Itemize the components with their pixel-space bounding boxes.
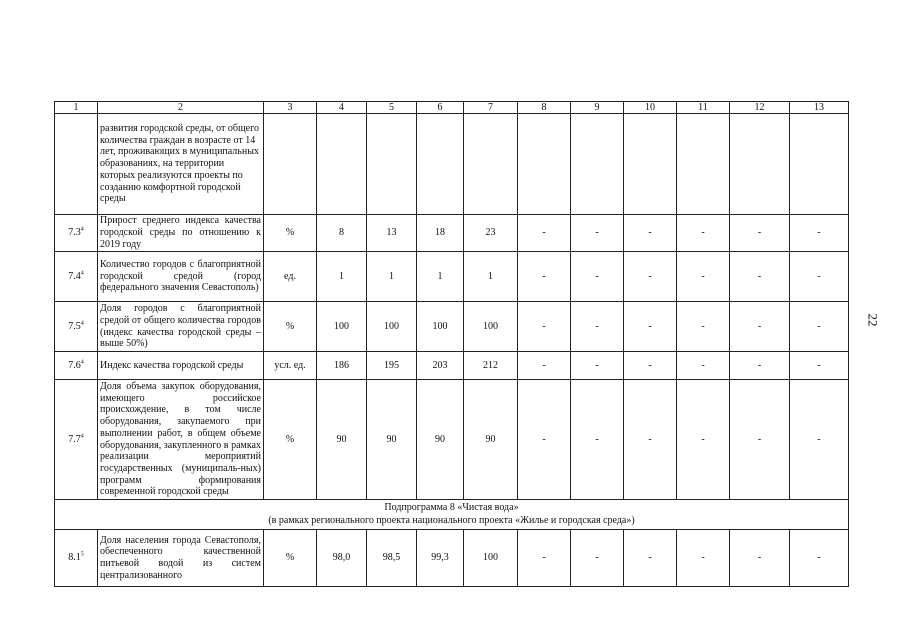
value-cell: -: [624, 252, 677, 302]
value-cell: -: [730, 252, 790, 302]
row-number-text: 7.6: [68, 359, 81, 371]
value-cell: 90: [417, 380, 464, 500]
value-cell: -: [730, 302, 790, 352]
value-cell: [464, 114, 518, 215]
value-cell: 98,0: [317, 530, 367, 587]
value-cell: -: [624, 530, 677, 587]
value-cell: -: [624, 352, 677, 380]
value-cell: -: [677, 252, 730, 302]
value-cell: [624, 114, 677, 215]
subprogram-cell: [55, 500, 849, 530]
table-row: [55, 114, 849, 215]
col-header: 6: [417, 102, 464, 114]
value-cell: 1: [417, 252, 464, 302]
unit-cell: ед.: [264, 252, 317, 302]
value-cell: -: [790, 252, 849, 302]
row-number-text: 7.7: [68, 433, 81, 445]
indicators-table: [54, 101, 849, 587]
value-cell: 23: [464, 215, 518, 252]
page-number: 22: [865, 313, 881, 327]
unit-cell: [264, 114, 317, 215]
value-cell: [730, 114, 790, 215]
subprogram-title: Подпрограмма 8 «Чистая вода»: [384, 502, 519, 513]
value-cell: 100: [417, 302, 464, 352]
value-cell: [790, 114, 849, 215]
row-number: [55, 352, 98, 380]
unit-cell: %: [264, 215, 317, 252]
value-cell: -: [624, 380, 677, 500]
unit-cell: %: [264, 530, 317, 587]
unit-cell: %: [264, 302, 317, 352]
value-cell: 100: [464, 302, 518, 352]
value-cell: -: [518, 352, 571, 380]
unit-cell: %: [264, 380, 317, 500]
value-cell: [417, 114, 464, 215]
col-header: 4: [317, 102, 367, 114]
value-cell: [367, 114, 417, 215]
subprogram-note: (в рамках регионального проекта национального проекта «Жилье и городская среда»): [268, 514, 635, 526]
table-body-subprogram-7: [55, 114, 849, 500]
footnote-mark: 4: [80, 359, 84, 366]
value-cell: -: [677, 352, 730, 380]
value-cell: [317, 114, 367, 215]
footnote-mark: 4: [80, 226, 84, 233]
col-header: 11: [677, 102, 730, 114]
table-row: [55, 530, 849, 587]
table-row: [55, 302, 849, 352]
value-cell: 13: [367, 215, 417, 252]
value-cell: -: [571, 252, 624, 302]
table-row: [55, 215, 849, 252]
col-header: 10: [624, 102, 677, 114]
value-cell: 90: [317, 380, 367, 500]
value-cell: 98,5: [367, 530, 417, 587]
row-number: [55, 380, 98, 500]
value-cell: -: [571, 380, 624, 500]
value-cell: -: [730, 380, 790, 500]
header-row: [55, 102, 849, 114]
col-header: 12: [730, 102, 790, 114]
value-cell: 8: [317, 215, 367, 252]
value-cell: 99,3: [417, 530, 464, 587]
value-cell: 195: [367, 352, 417, 380]
indicator-description: Прирост среднего индекса качества городской среды по отношению к 2019 году: [98, 215, 264, 252]
value-cell: 100: [367, 302, 417, 352]
table-row: [55, 252, 849, 302]
value-cell: -: [790, 302, 849, 352]
value-cell: -: [790, 352, 849, 380]
value-cell: [677, 114, 730, 215]
value-cell: 90: [464, 380, 518, 500]
col-header: 7: [464, 102, 518, 114]
value-cell: -: [518, 380, 571, 500]
value-cell: [571, 114, 624, 215]
value-cell: 1: [317, 252, 367, 302]
value-cell: 100: [464, 530, 518, 587]
value-cell: -: [677, 380, 730, 500]
indicator-description: Индекс качества городской среды: [98, 352, 264, 380]
col-header: 9: [571, 102, 624, 114]
value-cell: 100: [317, 302, 367, 352]
value-cell: 1: [464, 252, 518, 302]
value-cell: -: [730, 352, 790, 380]
value-cell: -: [518, 302, 571, 352]
value-cell: -: [677, 215, 730, 252]
subprogram-section: [55, 500, 849, 530]
value-cell: -: [624, 302, 677, 352]
row-number-text: 7.3: [68, 227, 81, 239]
indicator-description: Доля населения города Севастополя, обеспеченного качественной питьевой водой из систем централизованного: [98, 530, 264, 587]
indicator-description: Доля объема закупок оборудования, имеющего российское происхождение, в том числе оборудования, закупаемого при выполнении работ, в общем объеме оборудования, закупленного в рамках реализации мероприятий государственных (муниципаль-ных) программ формирования современной городской среды: [98, 380, 264, 500]
footnote-mark: 4: [80, 270, 84, 277]
col-header: 13: [790, 102, 849, 114]
subprogram-row: [55, 500, 849, 530]
value-cell: -: [571, 215, 624, 252]
value-cell: -: [677, 530, 730, 587]
value-cell: -: [518, 215, 571, 252]
row-number: [55, 530, 98, 587]
footnote-mark: 5: [80, 551, 84, 558]
value-cell: -: [571, 352, 624, 380]
row-number-text: 7.4: [68, 270, 81, 282]
indicator-description: Доля городов с благоприятной средой от общего количества городов (индекс качества городской среды – выше 50%): [98, 302, 264, 352]
col-header: 8: [518, 102, 571, 114]
table-row: [55, 380, 849, 500]
unit-cell: усл. ед.: [264, 352, 317, 380]
value-cell: -: [677, 302, 730, 352]
col-header: 2: [98, 102, 264, 114]
col-header: 3: [264, 102, 317, 114]
value-cell: -: [571, 302, 624, 352]
indicator-description: Количество городов с благоприятной городской средой (город федерального значения Севастополь): [98, 252, 264, 302]
row-number: [55, 302, 98, 352]
value-cell: -: [571, 530, 624, 587]
footnote-mark: 4: [80, 433, 84, 440]
indicator-description: развития городской среды, от общего количества граждан в возрасте от 14 лет, проживающих в муниципальных образованиях, на территории которых реализуются проекты по созданию комфортной городской среды: [98, 114, 264, 215]
row-number: [55, 215, 98, 252]
col-header: 5: [367, 102, 417, 114]
value-cell: -: [790, 530, 849, 587]
row-number-text: 8.1: [68, 552, 81, 564]
value-cell: 90: [367, 380, 417, 500]
value-cell: [518, 114, 571, 215]
value-cell: -: [518, 530, 571, 587]
value-cell: 1: [367, 252, 417, 302]
value-cell: -: [730, 215, 790, 252]
table-row: [55, 352, 849, 380]
value-cell: -: [730, 530, 790, 587]
value-cell: 203: [417, 352, 464, 380]
row-number: [55, 114, 98, 215]
footnote-mark: 4: [80, 320, 84, 327]
value-cell: -: [790, 380, 849, 500]
value-cell: 186: [317, 352, 367, 380]
value-cell: -: [518, 252, 571, 302]
col-header: 1: [55, 102, 98, 114]
value-cell: 212: [464, 352, 518, 380]
row-number-text: 7.5: [68, 320, 81, 332]
value-cell: 18: [417, 215, 464, 252]
table-body-subprogram-8: [55, 530, 849, 587]
value-cell: -: [790, 215, 849, 252]
row-number: [55, 252, 98, 302]
value-cell: -: [624, 215, 677, 252]
